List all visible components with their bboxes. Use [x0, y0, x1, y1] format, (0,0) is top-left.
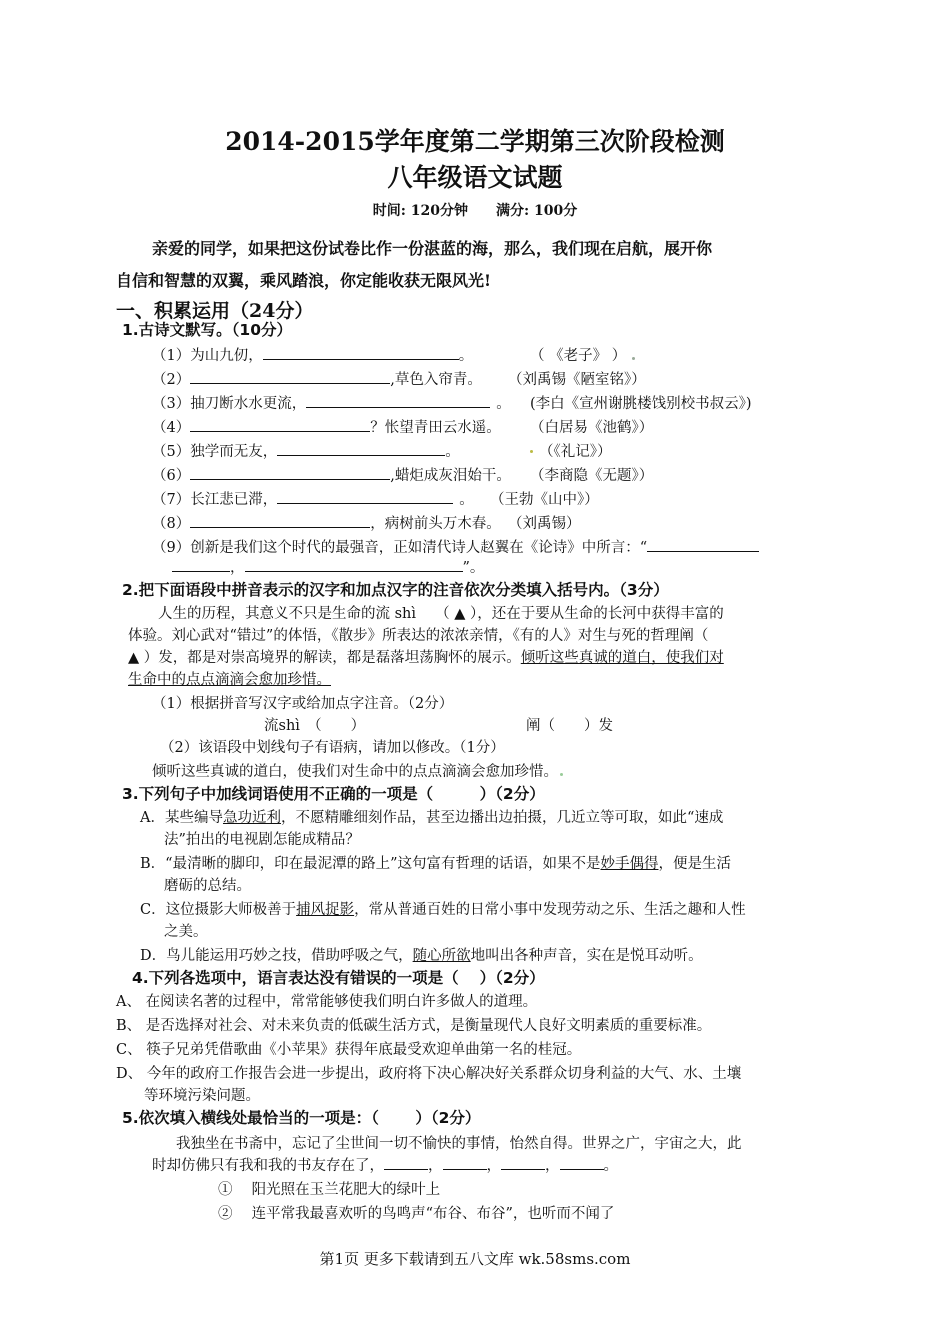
question-2-title: 2.把下面语段中拼音表示的汉字和加点汉字的注音依次分类填入括号内。（3分） — [122, 581, 669, 599]
q1-item-6-source: （李商隐《无题》） — [530, 468, 654, 484]
q1-item-4-source: （白居易《池鹤》） — [530, 420, 654, 436]
page-footer: 第1页 更多下载请到五八文库 wk.58sms.com — [319, 1250, 631, 1268]
q2-sub-2-sentence: 倾听这些真诚的道白，使我们对生命中的点点滴滴会愈加珍惜。 — [152, 760, 563, 781]
q2-paragraph-line-4: 生命中的点点滴滴会愈加珍惜。 — [128, 672, 331, 688]
exam-subtitle: 八年级语文试题 — [387, 163, 563, 192]
q3-option-c: C．这位摄影大师极善于捕风捉影，常从普通百姓的日常小事中发现劳动之乐、生活之趣和人性 — [140, 902, 746, 918]
q1-item-8-source: （刘禹锡） — [508, 516, 581, 532]
q1-item-9-cont: ， ”。 — [172, 556, 484, 577]
question-3-title: 3.下列句子中加线词语使用不正确的一项是（ ）（2分） — [122, 785, 545, 803]
section-heading: 一、积累运用（24分） — [116, 300, 314, 322]
q1-item-5-source: （《礼记》） — [530, 440, 612, 461]
q2-sub-2: （2）该语段中划线句子有语病，请加以修改。（1分） — [160, 740, 505, 756]
q3-option-c-cont: 之美。 — [164, 924, 208, 940]
q1-item-1-source: （ 《老子》 ） — [530, 344, 635, 365]
q1-item-4: （4） ？怅望青田云水遥。 — [152, 416, 501, 437]
q2-paragraph-line-3: ▲ ）发，都是对崇高境界的解读，都是磊落坦荡胸怀的展示。倾听这些真诚的道白，使我们对 — [128, 650, 724, 666]
q2-paragraph-line-2: 体验。刘心武对“错过”的体悟，《散步》所表达的浓浓亲情，《有的人》对生与死的哲理阐（ — [128, 628, 709, 644]
q1-item-9: （9）创新是我们这个时代的最强音，正如清代诗人赵翼在《论诗》中所言：“ — [152, 536, 759, 557]
q5-paragraph-line-2: 时却仿佛只有我和我的书友存在了， ， ， ， 。 — [152, 1154, 618, 1175]
q5-option-2: ② 连平常我最喜欢听的鸟鸣声“布谷、布谷”，也听而不闻了 — [218, 1206, 615, 1222]
question-5-title: 5.依次填入横线处最恰当的一项是：（ ）（2分） — [122, 1109, 481, 1127]
q5-option-1: ① 阳光照在玉兰花肥大的绿叶上 — [218, 1182, 441, 1198]
q1-item-2-source: （刘禹锡《陋室铭》） — [508, 372, 646, 388]
q1-item-8: （8） ，病树前头万木春。 — [152, 512, 501, 533]
q3-option-b: B．“最清晰的脚印，印在最泥潭的路上”这句富有哲理的话语，如果不是妙手偶得，便是生活 — [140, 856, 731, 872]
q4-option-b: B、 是否选择对社会、对未来负责的低碳生活方式，是衡量现代人良好文明素质的重要标准。 — [116, 1018, 712, 1034]
q1-item-3-source: (李白《宣州谢朓楼饯别校书叔云》) — [530, 396, 752, 412]
q1-item-1: （1）为山九仞， 。 — [152, 344, 473, 365]
q1-item-5: （5）独学而无友， 。 — [152, 440, 460, 461]
q4-option-d: D、 今年的政府工作报告会进一步提出，政府将下决心解决好关系群众切身利益的大气、水、土壤 — [116, 1066, 742, 1082]
q2-sub-1-blank-a: 流shì （ ） — [264, 718, 366, 734]
q3-option-b-cont: 磨砺的总结。 — [164, 878, 251, 894]
question-4-title: 4.下列各选项中，语言表达没有错误的一项是（ ）（2分） — [132, 969, 545, 987]
q2-sub-1: （1）根据拼音写汉字或给加点字注音。（2分） — [152, 696, 454, 712]
q1-item-7: （7）长江悲已滞， 。 — [152, 488, 474, 509]
q3-option-d: D．鸟儿能运用巧妙之技，借助呼吸之气，随心所欲地叫出各种声音，实在是悦耳动听。 — [140, 948, 703, 964]
question-1-title: 1.古诗文默写。（10分） — [122, 321, 292, 339]
intro-line-2: 自信和智慧的双翼，乘风踏浪，你定能收获无限风光! — [116, 271, 492, 290]
q3-option-a: A．某些编导急功近利，不愿精雕细刻作品，甚至边播出边拍摄，几近立等可取，如此“速成 — [140, 810, 724, 826]
q1-item-7-source: （王勃《山中》） — [490, 492, 599, 508]
q3-option-a-cont: 法”拍出的电视剧怎能成精品？ — [164, 832, 360, 848]
q2-sub-1-blank-b: 阐（ ）发 — [526, 718, 613, 734]
q2-paragraph-line-1: 人生的历程，其意义不只是生命的流 shì （ ▲ ），还在于要从生命的长河中获得丰富的 — [158, 606, 724, 622]
intro-line-1: 亲爱的同学，如果把这份试卷比作一份湛蓝的海，那么，我们现在启航，展开你 — [152, 239, 713, 258]
q1-item-6: （6） ,蜡炬成灰泪始干。 — [152, 464, 511, 485]
q1-item-2: （2） ,草色入帘青。 — [152, 368, 482, 389]
q5-paragraph-line-1: 我独坐在书斋中，忘记了尘世间一切不愉快的事情，怡然自得。世界之广，宇宙之大，此 — [176, 1136, 742, 1152]
q4-option-d-cont: 等环境污染问题。 — [144, 1088, 260, 1104]
q4-option-c: C、 筷子兄弟凭借歌曲《小苹果》获得年底最受欢迎单曲第一名的桂冠。 — [116, 1042, 582, 1058]
exam-title: 2014-2015学年度第二学期第三次阶段检测 — [225, 127, 725, 156]
q4-option-a: A、 在阅读名著的过程中，常常能够使我们明白许多做人的道理。 — [116, 994, 538, 1010]
exam-meta: 时间: 120分钟 满分: 100分 — [372, 203, 578, 219]
q1-item-3: （3）抽刀断水水更流， 。 — [152, 392, 511, 413]
